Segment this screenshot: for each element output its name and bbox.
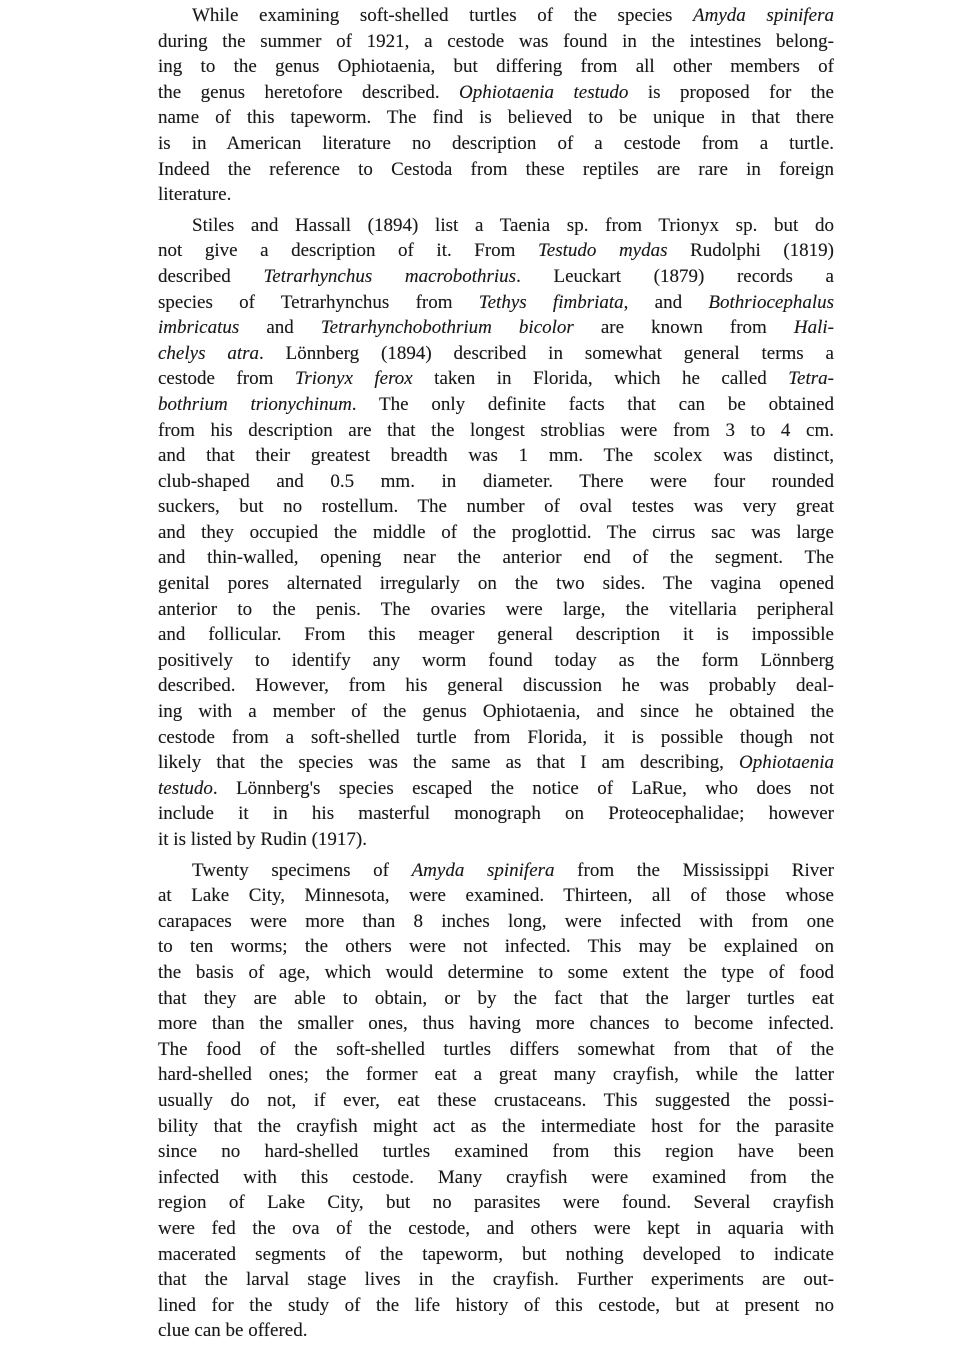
text-segment: Indeed the reference to Cestoda from these reptiles are rare in foreign: [158, 158, 834, 180]
text-segment: and thin-walled, opening near the anterior end of the segment. The: [158, 547, 834, 569]
text-line: [158, 1318, 834, 1344]
text-line: [158, 418, 834, 444]
species-name-italic: Tetra-: [788, 368, 834, 390]
text-segment: name of this tapeworm. The find is believed to be unique in that there: [158, 107, 834, 129]
text-line: [158, 986, 834, 1012]
text-line: [158, 520, 834, 546]
text-line: [158, 883, 834, 909]
species-name-italic: Amyda spinifera: [693, 5, 834, 26]
text-segment: and they occupied the middle of the proglottid. The cirrus sac was large: [158, 521, 834, 543]
text-line: [158, 776, 834, 802]
text-segment: . Lönnberg (1894) described in somewhat general terms a: [259, 342, 834, 364]
species-name-italic: Ophiotaenia testudo: [459, 81, 629, 103]
text-segment: since no hard-shelled turtles examined from this region have been: [158, 1141, 834, 1163]
text-segment: usually do not, if ever, eat these crustaceans. This suggested the possi-: [158, 1089, 834, 1111]
text-segment: were fed the ova of the cestode, and others were kept in aquaria with: [158, 1217, 834, 1239]
text-segment: not give a description of it. From: [158, 240, 538, 262]
text-line: [158, 157, 834, 183]
text-segment: cestode from a soft-shelled turtle from Florida, it is possible though not: [158, 726, 834, 748]
text-segment: carapaces were more than 8 inches long, were infected with from one: [158, 910, 834, 932]
text-line: [158, 494, 834, 520]
text-line: [158, 54, 834, 80]
text-segment: is in American literature no description of a cestode from a turtle.: [158, 132, 834, 154]
text-line: [158, 699, 834, 725]
text-line: [158, 622, 834, 648]
text-segment: cestode from: [158, 368, 295, 390]
text-segment: . Leuckart (1879) records a: [516, 265, 834, 287]
text-segment: genital pores alternated irregularly on the two sides. The vagina opened: [158, 573, 834, 595]
species-name-italic: bothrium trionychinum: [158, 393, 352, 415]
text-segment: literature.: [158, 184, 232, 206]
text-segment: include it in his masterful monograph on Proteocephalidae; however: [158, 803, 834, 825]
text-line: [158, 1114, 834, 1140]
text-line: [158, 1165, 834, 1191]
text-line: [158, 1267, 834, 1293]
species-name-italic: Tethys fimbriata: [478, 291, 624, 313]
text-line: [158, 1139, 834, 1165]
text-line: [158, 182, 834, 208]
text-segment: , and: [623, 291, 709, 313]
text-segment: infected with this cestode. Many crayfish were examined from the: [158, 1166, 834, 1188]
text-line: [158, 1242, 834, 1268]
text-line: [158, 392, 834, 418]
text-segment: that they are able to obtain, or by the fact that the larger turtles eat: [158, 987, 834, 1009]
text-line: [158, 858, 834, 884]
species-name-italic: chelys atra: [158, 342, 260, 364]
species-name-italic: Trionyx ferox: [294, 368, 413, 390]
text-line: [158, 80, 834, 106]
text-line: [158, 725, 834, 751]
text-segment: described. However, from his general discussion he was probably deal-: [158, 675, 834, 697]
text-line: [158, 469, 834, 495]
text-line: [158, 571, 834, 597]
text-segment: is proposed for the: [628, 81, 834, 103]
text-line: [158, 3, 834, 29]
text-segment: more than the smaller ones, thus having more chances to become infected.: [158, 1013, 834, 1035]
species-name-italic: Hali-: [793, 317, 835, 339]
text-segment: during the summer of 1921, a cestode was found in the intestines belong-: [158, 30, 834, 52]
text-segment: Stiles and Hassall (1894) list a Taenia sp. from Trionyx sp. but do: [192, 214, 834, 236]
text-line: [158, 341, 834, 367]
text-segment: macerated segments of the tapeworm, but nothing developed to indicate: [158, 1243, 834, 1265]
paragraph: [158, 3, 834, 208]
text-line: [158, 315, 834, 341]
text-line: [158, 105, 834, 131]
text-line: [158, 264, 834, 290]
text-segment: Rudolphi (1819): [667, 240, 834, 262]
text-segment: described: [158, 265, 264, 287]
text-segment: taken in Florida, which he called: [412, 368, 789, 390]
species-name-italic: Tetrarhynchus macrobothrius: [263, 265, 517, 287]
text-segment: to ten worms; the others were not infected. This may be explained on: [158, 936, 834, 958]
text-line: [158, 1011, 834, 1037]
text-segment: The food of the soft-shelled turtles differs somewhat from that of the: [158, 1038, 834, 1060]
text-segment: anterior to the penis. The ovaries were large, the vitellaria peripheral: [158, 598, 834, 620]
species-name-italic: Tetrarhynchobothrium bicolor: [320, 317, 574, 339]
text-line: [158, 1216, 834, 1242]
text-line: [158, 934, 834, 960]
text-segment: Twenty specimens of: [192, 859, 412, 881]
text-line: [158, 443, 834, 469]
text-segment: from his description are that the longest stroblias were from 3 to 4 cm.: [158, 419, 834, 441]
text-line: [158, 1088, 834, 1114]
species-name-italic: imbricatus: [158, 317, 240, 339]
species-name-italic: Testudo mydas: [537, 240, 668, 262]
text-segment: clue can be offered.: [158, 1320, 308, 1342]
text-line: [158, 750, 834, 776]
text-line: [158, 1293, 834, 1319]
text-segment: region of Lake City, but no parasites were found. Several crayfish: [158, 1192, 834, 1214]
species-name-italic: Ophiotaenia: [739, 752, 834, 774]
text-segment: positively to identify any worm found today as the form Lönnberg: [158, 649, 834, 671]
text-segment: it is listed by Rudin (1917).: [158, 829, 367, 850]
text-segment: club-shaped and 0.5 mm. in diameter. There were four rounded: [158, 470, 834, 492]
text-segment: and that their greatest breadth was 1 mm. The scolex was distinct,: [158, 445, 834, 467]
text-segment: likely that the species was the same as that I am describing,: [158, 752, 739, 774]
text-segment: that the larval stage lives in the crayfish. Further experiments are out-: [158, 1269, 834, 1291]
text-segment: the basis of age, which would determine to some extent the type of food: [158, 961, 834, 983]
text-segment: at Lake City, Minnesota, were examined. Thirteen, all of those whose: [158, 885, 834, 907]
text-line: [158, 1037, 834, 1063]
species-name-italic: Amyda spinifera: [411, 859, 555, 881]
text-line: [158, 366, 834, 392]
text-segment: the genus heretofore described.: [158, 81, 460, 103]
text-segment: suckers, but no rostellum. The number of oval testes was very great: [158, 496, 834, 518]
text-column: [158, 3, 834, 1349]
text-line: [158, 545, 834, 571]
text-line: [158, 960, 834, 986]
text-line: [158, 1190, 834, 1216]
text-segment: and: [239, 317, 321, 339]
species-name-italic: testudo: [158, 777, 213, 799]
text-line: [158, 827, 834, 853]
text-segment: hard-shelled ones; the former eat a great many crayfish, while the latter: [158, 1064, 834, 1086]
text-segment: While examining soft-shelled turtles of the species: [192, 5, 694, 26]
text-segment: are known from: [573, 317, 794, 339]
text-line: [158, 648, 834, 674]
text-line: [158, 673, 834, 699]
text-segment: bility that the crayfish might act as the intermediate host for the parasite: [158, 1115, 834, 1137]
text-segment: and follicular. From this meager general description it is impossible: [158, 624, 834, 646]
text-segment: . The only definite facts that can be obtained: [351, 393, 834, 415]
text-line: [158, 238, 834, 264]
text-line: [158, 213, 834, 239]
text-segment: . Lönnberg's species escaped the notice of LaRue, who does not: [212, 777, 834, 799]
text-line: [158, 29, 834, 55]
text-line: [158, 801, 834, 827]
text-segment: ing with a member of the genus Ophiotaenia, and since he obtained the: [158, 701, 834, 723]
text-line: [158, 290, 834, 316]
species-name-italic: Bothriocephalus: [708, 291, 834, 313]
text-line: [158, 597, 834, 623]
text-segment: from the Mississippi River: [554, 859, 834, 881]
text-segment: ing to the genus Ophiotaenia, but differing from all other members of: [158, 56, 834, 78]
text-line: [158, 909, 834, 935]
paragraph: [158, 858, 834, 1344]
paragraph: [158, 213, 834, 853]
text-line: [158, 1062, 834, 1088]
text-segment: lined for the study of the life history of this cestode, but at present no: [158, 1294, 834, 1316]
text-segment: species of Tetrarhynchus from: [158, 291, 479, 313]
text-line: [158, 131, 834, 157]
